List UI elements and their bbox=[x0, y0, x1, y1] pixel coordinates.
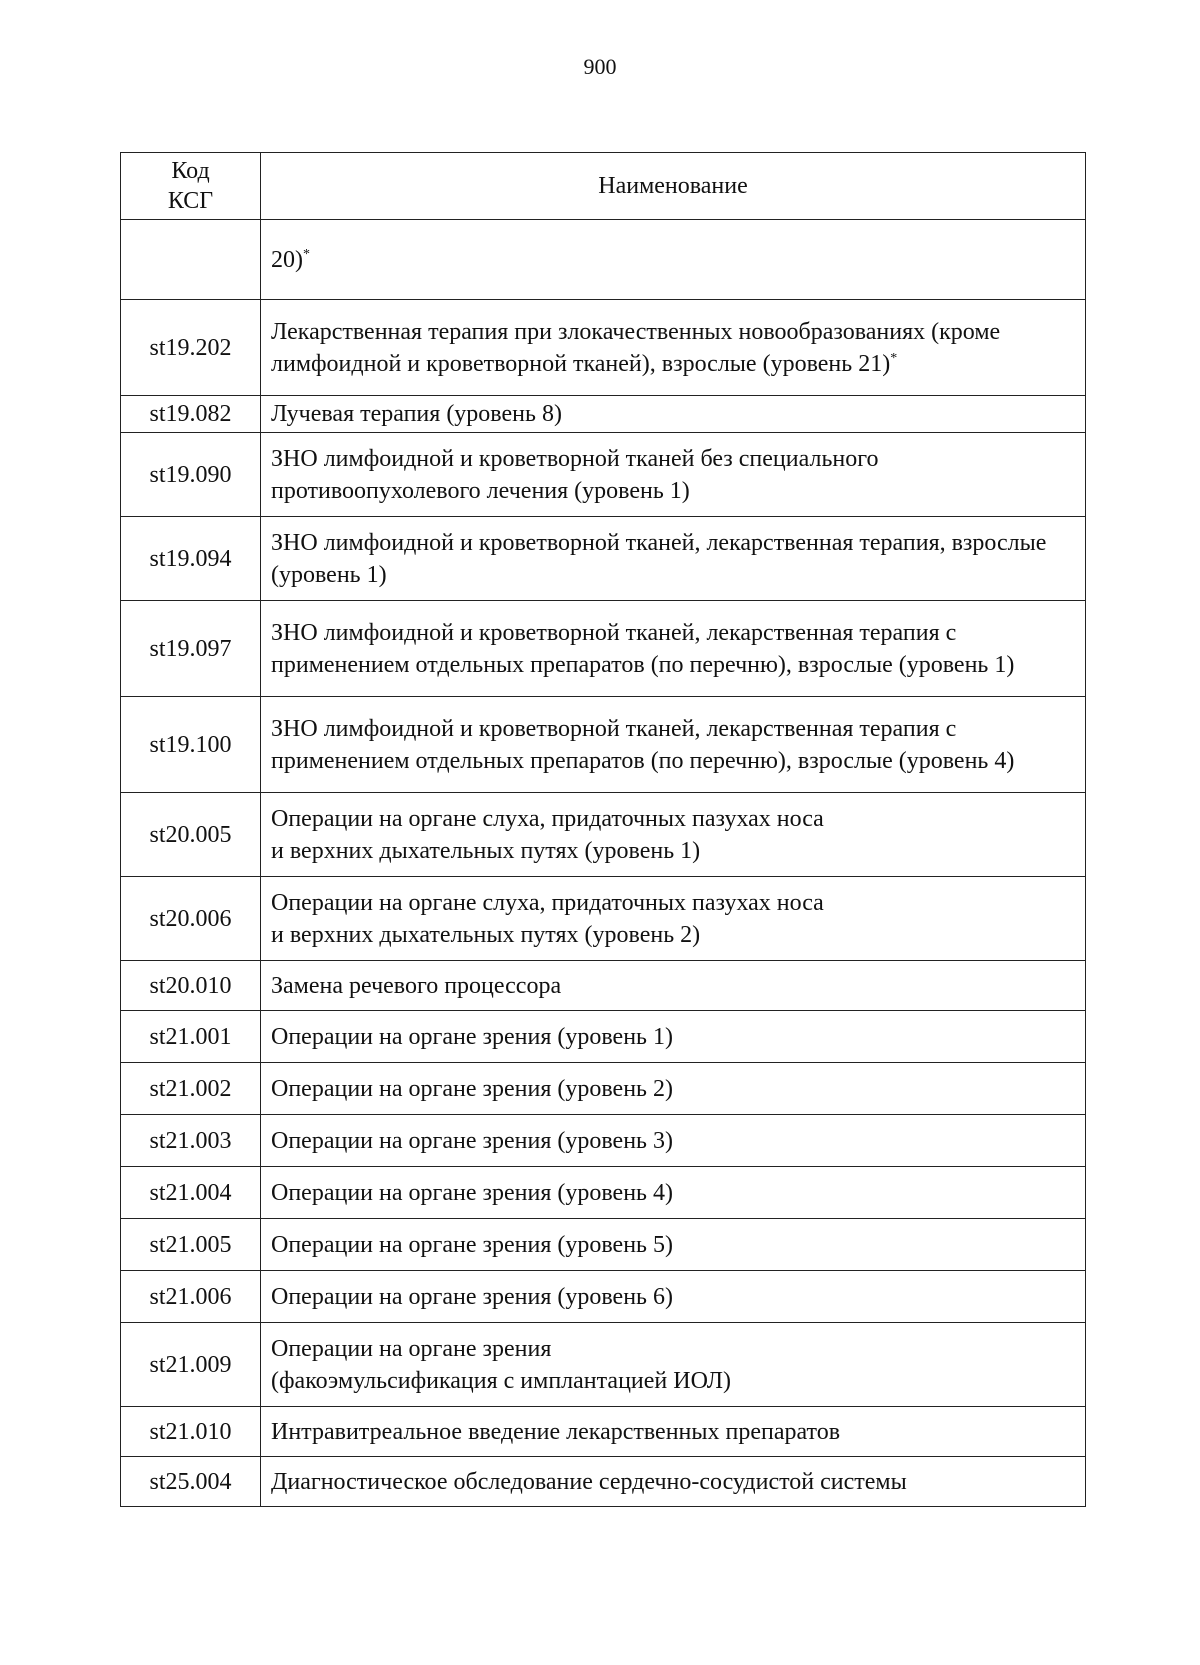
code-cell: st21.010 bbox=[121, 1407, 261, 1457]
table-row bbox=[121, 396, 1086, 433]
code-cell: st21.005 bbox=[121, 1219, 261, 1271]
code-cell: st21.001 bbox=[121, 1011, 261, 1063]
footnote-mark: * bbox=[890, 350, 898, 366]
code-cell: st25.004 bbox=[121, 1457, 261, 1507]
name-cell: Операции на органе зрения (уровень 4) bbox=[261, 1167, 1086, 1219]
code-cell: st21.009 bbox=[121, 1323, 261, 1407]
table-row bbox=[121, 1063, 1086, 1115]
table-row bbox=[121, 601, 1086, 697]
name-cell: ЗНО лимфоидной и кроветворной тканей, лекарственная терапия с применением отдельных препаратов (по перечню), взрослые (уровень 4) bbox=[261, 697, 1086, 793]
table-row bbox=[121, 1323, 1086, 1407]
table-row bbox=[121, 433, 1086, 517]
name-cell: ЗНО лимфоидной и кроветворной тканей, лекарственная терапия с применением отдельных препаратов (по перечню), взрослые (уровень 1) bbox=[261, 601, 1086, 697]
table-row bbox=[121, 1219, 1086, 1271]
table-row bbox=[121, 1011, 1086, 1063]
table-row bbox=[121, 1457, 1086, 1507]
table-row bbox=[121, 1115, 1086, 1167]
code-cell: st19.202 bbox=[121, 300, 261, 396]
code-cell: st19.090 bbox=[121, 433, 261, 517]
name-cell: Операции на органе зрения (уровень 1) bbox=[261, 1011, 1086, 1063]
name-cell: Диагностическое обследование сердечно-сосудистой системы bbox=[261, 1457, 1086, 1507]
name-cell: Операции на органе зрения (факоэмульсификация с имплантацией ИОЛ) bbox=[261, 1323, 1086, 1407]
code-cell: st19.100 bbox=[121, 697, 261, 793]
name-cell: Лучевая терапия (уровень 8) bbox=[261, 396, 1086, 433]
page-number: 900 bbox=[583, 54, 617, 79]
name-cell: Интравитреальное введение лекарственных препаратов bbox=[261, 1407, 1086, 1457]
name-cell: Операции на органе слуха, придаточных пазухах носа и верхних дыхательных путях (уровень 2) bbox=[261, 877, 1086, 961]
table-row bbox=[121, 1167, 1086, 1219]
name-cell: Замена речевого процессора bbox=[261, 961, 1086, 1011]
table-row bbox=[121, 1407, 1086, 1457]
name-cell-continuation: 20)* bbox=[261, 220, 1086, 300]
table-row-continuation bbox=[121, 220, 1086, 300]
code-cell: st19.097 bbox=[121, 601, 261, 697]
name-cell: ЗНО лимфоидной и кроветворной тканей, лекарственная терапия, взрослые (уровень 1) bbox=[261, 517, 1086, 601]
name-cell: Операции на органе зрения (уровень 6) bbox=[261, 1271, 1086, 1323]
code-cell: st20.006 bbox=[121, 877, 261, 961]
code-cell: st20.005 bbox=[121, 793, 261, 877]
name-cell: Операции на органе слуха, придаточных пазухах носа и верхних дыхательных путях (уровень 1) bbox=[261, 793, 1086, 877]
table-row bbox=[121, 697, 1086, 793]
header-code-line2: КСГ bbox=[167, 188, 214, 214]
code-cell: st21.002 bbox=[121, 1063, 261, 1115]
name-cell: ЗНО лимфоидной и кроветворной тканей без специального противоопухолевого лечения (уровень 1) bbox=[261, 433, 1086, 517]
code-cell: st21.006 bbox=[121, 1271, 261, 1323]
name-cell: Операции на органе зрения (уровень 5) bbox=[261, 1219, 1086, 1271]
header-name-cell: Наименование bbox=[261, 153, 1086, 220]
header-code-cell bbox=[121, 153, 261, 220]
table-row bbox=[121, 300, 1086, 396]
name-cell: Лекарственная терапия при злокачественных новообразованиях (кроме лимфоидной и кроветворной тканей), взрослые (уровень 21)* bbox=[261, 300, 1086, 396]
table-row bbox=[121, 517, 1086, 601]
table-row bbox=[121, 961, 1086, 1011]
code-cell: st19.094 bbox=[121, 517, 261, 601]
name-cell: Операции на органе зрения (уровень 2) bbox=[261, 1063, 1086, 1115]
ksg-table bbox=[120, 152, 1086, 1507]
code-cell: st19.082 bbox=[121, 396, 261, 433]
table-header-row bbox=[121, 153, 1086, 220]
code-cell: st20.010 bbox=[121, 961, 261, 1011]
name-cell: Операции на органе зрения (уровень 3) bbox=[261, 1115, 1086, 1167]
footnote-mark: * bbox=[303, 246, 310, 262]
header-code-line1: Код bbox=[171, 158, 210, 184]
table-row bbox=[121, 877, 1086, 961]
code-cell-empty bbox=[121, 220, 261, 300]
table-row bbox=[121, 1271, 1086, 1323]
table-row bbox=[121, 793, 1086, 877]
code-cell: st21.003 bbox=[121, 1115, 261, 1167]
code-cell: st21.004 bbox=[121, 1167, 261, 1219]
